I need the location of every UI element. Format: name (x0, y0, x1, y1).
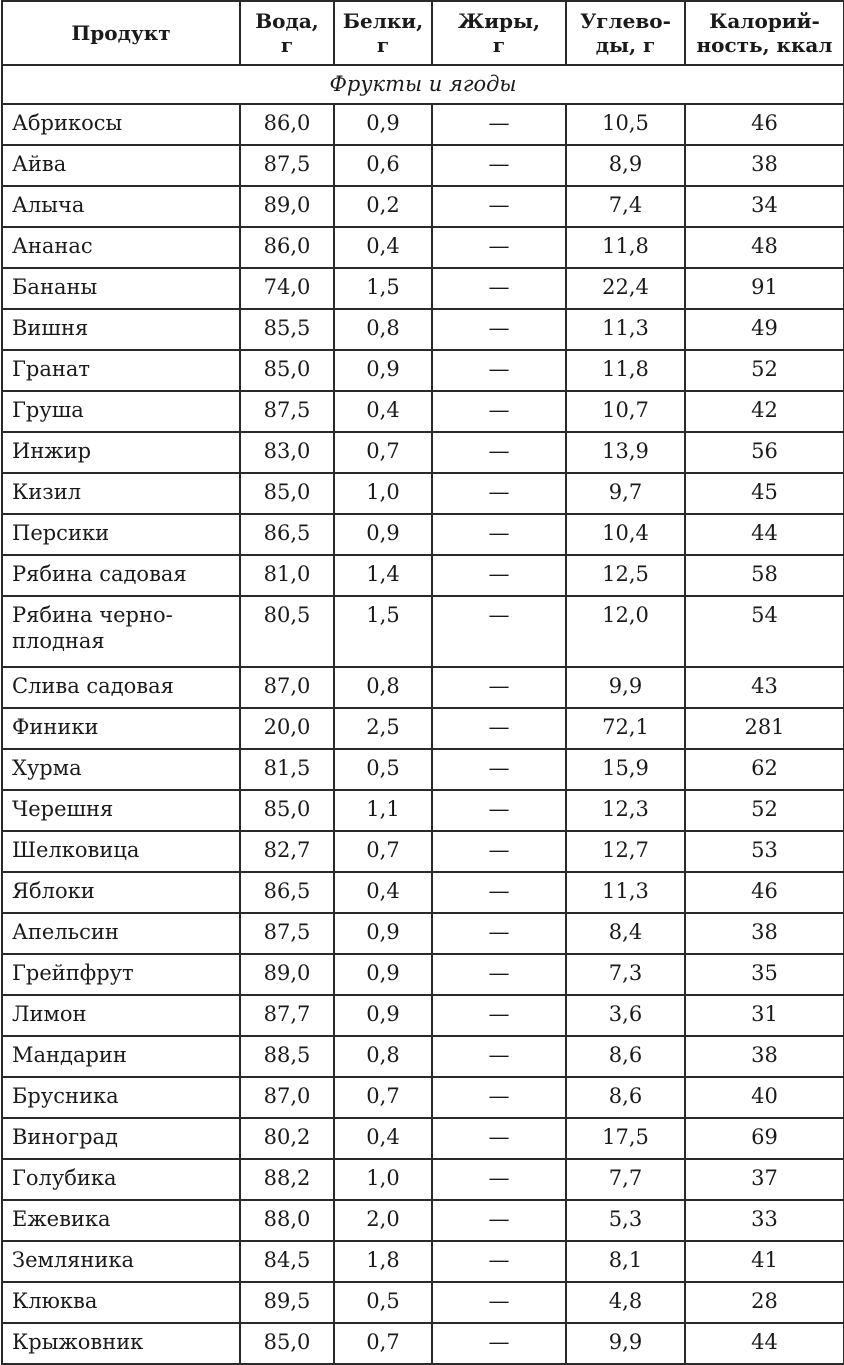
calories-cell: 33 (685, 1200, 844, 1241)
table-body (2, 65, 844, 1364)
protein-cell: 1,0 (334, 1159, 432, 1200)
calories-cell: 46 (685, 104, 844, 145)
table-row (2, 309, 844, 350)
table-row (2, 1118, 844, 1159)
product-name-line: Виноград (12, 1125, 118, 1149)
water-cell: 85,0 (240, 1323, 334, 1364)
calories-cell: 44 (685, 514, 844, 555)
protein-cell: 0,9 (334, 350, 432, 391)
water-cell: 88,0 (240, 1200, 334, 1241)
protein-cell: 0,9 (334, 514, 432, 555)
product-name-line: Финики (12, 715, 99, 739)
calories-cell: 40 (685, 1077, 844, 1118)
table-row (2, 1200, 844, 1241)
protein-cell: 0,7 (334, 1323, 432, 1364)
table-row (2, 514, 844, 555)
product-name-line: Яблоки (12, 879, 95, 903)
carbs-cell: 7,4 (566, 186, 685, 227)
water-cell: 86,5 (240, 872, 334, 913)
water-cell: 85,0 (240, 473, 334, 514)
carbs-cell: 15,9 (566, 749, 685, 790)
fat-cell: — (432, 1323, 566, 1364)
fat-cell: — (432, 749, 566, 790)
table-row (2, 790, 844, 831)
product-name-line: плодная (12, 629, 105, 653)
fat-cell: — (432, 913, 566, 954)
carbs-cell: 17,5 (566, 1118, 685, 1159)
protein-cell: 1,4 (334, 555, 432, 596)
protein-cell: 0,2 (334, 186, 432, 227)
fat-cell: — (432, 473, 566, 514)
table-row (2, 708, 844, 749)
table-row (2, 1323, 844, 1364)
protein-cell: 0,8 (334, 1036, 432, 1077)
product-name-cell (2, 309, 240, 350)
nutrition-table (1, 0, 844, 1365)
water-cell: 87,0 (240, 1077, 334, 1118)
carbs-cell: 11,3 (566, 309, 685, 350)
calories-cell: 52 (685, 350, 844, 391)
calories-cell: 54 (685, 596, 844, 667)
product-name-cell (2, 514, 240, 555)
product-name-line: Грейпфрут (12, 961, 134, 985)
product-name-cell (2, 145, 240, 186)
protein-cell: 0,4 (334, 391, 432, 432)
product-name-cell (2, 913, 240, 954)
product-name-cell (2, 596, 240, 667)
table-row (2, 667, 844, 708)
carbs-cell: 3,6 (566, 995, 685, 1036)
product-name-cell (2, 1282, 240, 1323)
water-cell: 83,0 (240, 432, 334, 473)
protein-cell: 0,4 (334, 1118, 432, 1159)
product-name-line: Клюква (12, 1289, 98, 1313)
product-name-cell (2, 555, 240, 596)
protein-cell: 0,4 (334, 872, 432, 913)
calories-cell: 38 (685, 913, 844, 954)
product-name-cell (2, 432, 240, 473)
product-name-cell (2, 667, 240, 708)
product-name-cell (2, 350, 240, 391)
carbs-cell: 4,8 (566, 1282, 685, 1323)
water-cell: 74,0 (240, 268, 334, 309)
calories-cell: 37 (685, 1159, 844, 1200)
water-cell: 80,2 (240, 1118, 334, 1159)
protein-cell: 0,9 (334, 954, 432, 995)
calories-cell: 281 (685, 708, 844, 749)
water-cell: 87,5 (240, 145, 334, 186)
table-row (2, 954, 844, 995)
fat-cell: — (432, 1200, 566, 1241)
water-cell: 88,5 (240, 1036, 334, 1077)
calories-cell: 43 (685, 667, 844, 708)
product-name-line: Крыжовник (12, 1330, 144, 1354)
table-row (2, 1077, 844, 1118)
fat-cell: — (432, 350, 566, 391)
header-calories: Калорий- ность, ккал (685, 1, 844, 65)
fat-cell: — (432, 514, 566, 555)
calories-cell: 58 (685, 555, 844, 596)
protein-cell: 0,9 (334, 913, 432, 954)
water-cell: 88,2 (240, 1159, 334, 1200)
product-name-cell (2, 1118, 240, 1159)
water-cell: 81,5 (240, 749, 334, 790)
product-name-line: Брусника (12, 1084, 119, 1108)
carbs-cell: 9,9 (566, 1323, 685, 1364)
carbs-cell: 7,7 (566, 1159, 685, 1200)
header-product: Продукт (2, 1, 240, 65)
carbs-cell: 22,4 (566, 268, 685, 309)
calories-cell: 46 (685, 872, 844, 913)
product-name-line: Гранат (12, 357, 91, 381)
protein-cell: 2,0 (334, 1200, 432, 1241)
protein-cell: 0,5 (334, 1282, 432, 1323)
fat-cell: — (432, 995, 566, 1036)
product-name-line: Вишня (12, 316, 89, 340)
carbs-cell: 10,7 (566, 391, 685, 432)
fat-cell: — (432, 596, 566, 667)
water-cell: 86,0 (240, 104, 334, 145)
fat-cell: — (432, 227, 566, 268)
protein-cell: 0,9 (334, 104, 432, 145)
fat-cell: — (432, 1282, 566, 1323)
product-name-line: Земляника (12, 1248, 135, 1272)
calories-cell: 41 (685, 1241, 844, 1282)
water-cell: 89,0 (240, 954, 334, 995)
product-name-cell (2, 790, 240, 831)
product-name-cell (2, 1323, 240, 1364)
water-cell: 20,0 (240, 708, 334, 749)
product-name-cell (2, 391, 240, 432)
product-name-cell (2, 473, 240, 514)
table-row (2, 872, 844, 913)
table-row (2, 145, 844, 186)
product-name-line: Голубика (12, 1166, 117, 1190)
product-name-cell (2, 268, 240, 309)
carbs-cell: 8,4 (566, 913, 685, 954)
table-row (2, 391, 844, 432)
table-row (2, 1282, 844, 1323)
water-cell: 80,5 (240, 596, 334, 667)
product-name-line: Мандарин (12, 1043, 127, 1067)
water-cell: 86,0 (240, 227, 334, 268)
table-row (2, 227, 844, 268)
header-row (2, 1, 844, 65)
section-row (2, 65, 844, 104)
product-name-cell (2, 708, 240, 749)
product-name-cell (2, 227, 240, 268)
product-name-cell (2, 1077, 240, 1118)
water-cell: 84,5 (240, 1241, 334, 1282)
product-name-line: Рябина черно- (12, 603, 173, 627)
water-cell: 86,5 (240, 514, 334, 555)
fat-cell: — (432, 667, 566, 708)
carbs-cell: 12,0 (566, 596, 685, 667)
fat-cell: — (432, 432, 566, 473)
table-row (2, 995, 844, 1036)
carbs-cell: 12,3 (566, 790, 685, 831)
water-cell: 89,5 (240, 1282, 334, 1323)
protein-cell: 0,5 (334, 749, 432, 790)
table-row (2, 1036, 844, 1077)
fat-cell: — (432, 1159, 566, 1200)
carbs-cell: 8,1 (566, 1241, 685, 1282)
fat-cell: — (432, 1118, 566, 1159)
product-name-cell (2, 1036, 240, 1077)
table-row (2, 555, 844, 596)
protein-cell: 1,0 (334, 473, 432, 514)
protein-cell: 0,6 (334, 145, 432, 186)
carbs-cell: 12,7 (566, 831, 685, 872)
product-name-line: Персики (12, 521, 110, 545)
product-name-line: Ежевика (12, 1207, 111, 1231)
product-name-cell (2, 1159, 240, 1200)
calories-cell: 38 (685, 1036, 844, 1077)
product-name-line: Алыча (12, 193, 85, 217)
water-cell: 85,0 (240, 350, 334, 391)
fat-cell: — (432, 555, 566, 596)
product-name-cell (2, 749, 240, 790)
product-name-line: Инжир (12, 439, 92, 463)
fat-cell: — (432, 104, 566, 145)
water-cell: 89,0 (240, 186, 334, 227)
product-name-cell (2, 872, 240, 913)
calories-cell: 91 (685, 268, 844, 309)
carbs-cell: 7,3 (566, 954, 685, 995)
table-row (2, 473, 844, 514)
fat-cell: — (432, 1241, 566, 1282)
product-name-cell (2, 104, 240, 145)
calories-cell: 44 (685, 1323, 844, 1364)
product-name-cell (2, 1241, 240, 1282)
product-name-line: Ананас (12, 234, 93, 258)
product-name-line: Кизил (12, 480, 82, 504)
calories-cell: 69 (685, 1118, 844, 1159)
protein-cell: 0,7 (334, 831, 432, 872)
product-name-cell (2, 954, 240, 995)
calories-cell: 42 (685, 391, 844, 432)
section-title: Фрукты и ягоды (2, 65, 844, 104)
protein-cell: 1,5 (334, 596, 432, 667)
protein-cell: 0,7 (334, 1077, 432, 1118)
protein-cell: 1,5 (334, 268, 432, 309)
fat-cell: — (432, 1036, 566, 1077)
carbs-cell: 8,9 (566, 145, 685, 186)
protein-cell: 1,8 (334, 1241, 432, 1282)
product-name-line: Слива садовая (12, 674, 174, 698)
product-name-cell (2, 995, 240, 1036)
carbs-cell: 11,8 (566, 227, 685, 268)
table-row (2, 268, 844, 309)
water-cell: 87,7 (240, 995, 334, 1036)
protein-cell: 1,1 (334, 790, 432, 831)
table-row (2, 350, 844, 391)
product-name-line: Шелковица (12, 838, 140, 862)
fat-cell: — (432, 186, 566, 227)
fat-cell: — (432, 831, 566, 872)
fat-cell: — (432, 268, 566, 309)
water-cell: 85,0 (240, 790, 334, 831)
calories-cell: 35 (685, 954, 844, 995)
table-row (2, 1241, 844, 1282)
header-water: Вода, г (240, 1, 334, 65)
calories-cell: 45 (685, 473, 844, 514)
carbs-cell: 5,3 (566, 1200, 685, 1241)
calories-cell: 53 (685, 831, 844, 872)
carbs-cell: 8,6 (566, 1036, 685, 1077)
fat-cell: — (432, 790, 566, 831)
carbs-cell: 10,4 (566, 514, 685, 555)
protein-cell: 0,4 (334, 227, 432, 268)
carbs-cell: 13,9 (566, 432, 685, 473)
carbs-cell: 72,1 (566, 708, 685, 749)
carbs-cell: 11,8 (566, 350, 685, 391)
fat-cell: — (432, 954, 566, 995)
water-cell: 87,5 (240, 913, 334, 954)
table-row (2, 186, 844, 227)
carbs-cell: 10,5 (566, 104, 685, 145)
calories-cell: 62 (685, 749, 844, 790)
carbs-cell: 11,3 (566, 872, 685, 913)
water-cell: 85,5 (240, 309, 334, 350)
carbs-cell: 9,9 (566, 667, 685, 708)
fat-cell: — (432, 872, 566, 913)
protein-cell: 0,8 (334, 309, 432, 350)
fat-cell: — (432, 145, 566, 186)
fat-cell: — (432, 708, 566, 749)
product-name-line: Бананы (12, 275, 98, 299)
calories-cell: 38 (685, 145, 844, 186)
table-row (2, 831, 844, 872)
product-name-line: Рябина садовая (12, 562, 187, 586)
protein-cell: 0,9 (334, 995, 432, 1036)
protein-cell: 0,7 (334, 432, 432, 473)
calories-cell: 34 (685, 186, 844, 227)
table-row (2, 432, 844, 473)
product-name-line: Хурма (12, 756, 82, 780)
calories-cell: 56 (685, 432, 844, 473)
product-name-cell (2, 831, 240, 872)
product-name-line: Апельсин (12, 920, 119, 944)
product-name-line: Лимон (12, 1002, 87, 1026)
fat-cell: — (432, 309, 566, 350)
header-carbs: Углево- ды, г (566, 1, 685, 65)
fat-cell: — (432, 1077, 566, 1118)
table-row (2, 1159, 844, 1200)
water-cell: 87,0 (240, 667, 334, 708)
product-name-line: Груша (12, 398, 84, 422)
calories-cell: 31 (685, 995, 844, 1036)
carbs-cell: 8,6 (566, 1077, 685, 1118)
carbs-cell: 12,5 (566, 555, 685, 596)
header-protein: Белки, г (334, 1, 432, 65)
protein-cell: 0,8 (334, 667, 432, 708)
protein-cell: 2,5 (334, 708, 432, 749)
product-name-cell (2, 1200, 240, 1241)
table-row (2, 596, 844, 667)
calories-cell: 28 (685, 1282, 844, 1323)
table-row (2, 104, 844, 145)
table-row (2, 749, 844, 790)
fat-cell: — (432, 391, 566, 432)
calories-cell: 49 (685, 309, 844, 350)
calories-cell: 52 (685, 790, 844, 831)
product-name-line: Абрикосы (12, 111, 123, 135)
table-row (2, 913, 844, 954)
product-name-line: Айва (12, 152, 67, 176)
product-name-cell (2, 186, 240, 227)
header-fat: Жиры, г (432, 1, 566, 65)
product-name-line: Черешня (12, 797, 114, 821)
water-cell: 82,7 (240, 831, 334, 872)
calories-cell: 48 (685, 227, 844, 268)
water-cell: 81,0 (240, 555, 334, 596)
carbs-cell: 9,7 (566, 473, 685, 514)
water-cell: 87,5 (240, 391, 334, 432)
